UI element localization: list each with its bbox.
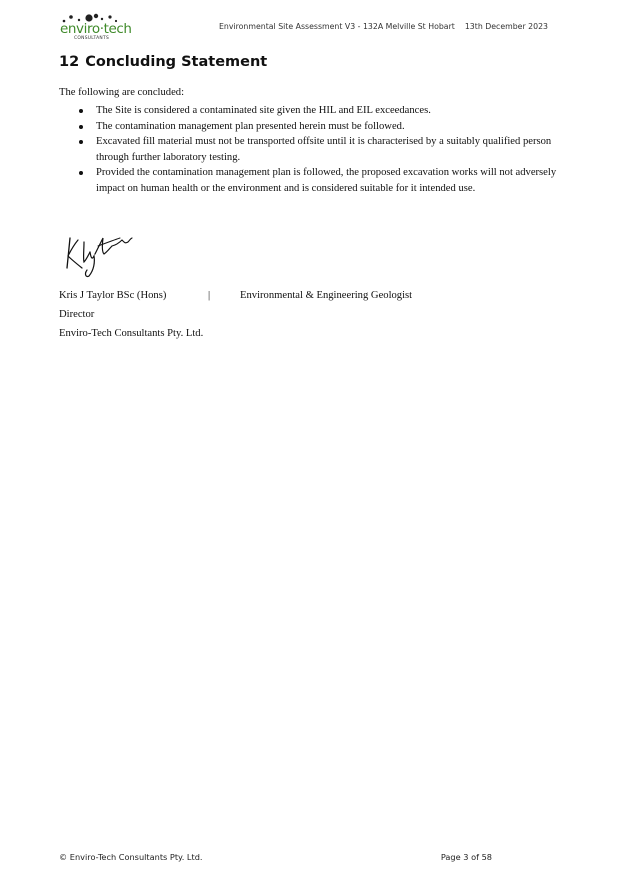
logo-wordmark: enviro·tech — [60, 21, 132, 37]
list-item: The Site is considered a contaminated site given the HIL and EIL exceedances. — [59, 103, 559, 119]
company-logo — [58, 12, 132, 44]
footer-copyright: © Enviro-Tech Consultants Pty. Ltd. — [59, 852, 203, 862]
list-item: Provided the contamination management plan is followed, the proposed excavation works will not adversely impact on human health or the environment and is considered suitable for it intended use. — [59, 165, 559, 196]
handwritten-signature — [62, 228, 134, 280]
signatory-role: Environmental & Engineering Geologist — [240, 290, 413, 301]
report-date: 13th December 2023 — [464, 22, 548, 31]
running-header — [219, 22, 548, 31]
list-item: Excavated fill material must not be transported offsite until it is characterised by a suitably qualified person through further laboratory testing. — [59, 134, 559, 165]
footer-page-number: Page 3 of 58 — [440, 852, 492, 862]
section-number: 12 — [59, 54, 80, 70]
intro-text: The following are concluded: — [59, 87, 185, 98]
signatory-name: Kris J Taylor BSc (Hons) — [59, 290, 167, 301]
logo-subtext: CONSULTANTS — [74, 36, 110, 41]
conclusion-list — [59, 103, 559, 197]
signatory-separator: | — [208, 290, 211, 301]
section-heading — [59, 54, 267, 70]
section-title: Concluding Statement — [85, 54, 268, 70]
signatory-company: Enviro-Tech Consultants Pty. Ltd. — [59, 328, 204, 339]
report-title: Environmental Site Assessment V3 - 132A Melville St Hobart — [218, 22, 455, 31]
list-item: The contamination management plan presented herein must be followed. — [59, 119, 559, 135]
signatory-title: Director — [59, 309, 95, 320]
